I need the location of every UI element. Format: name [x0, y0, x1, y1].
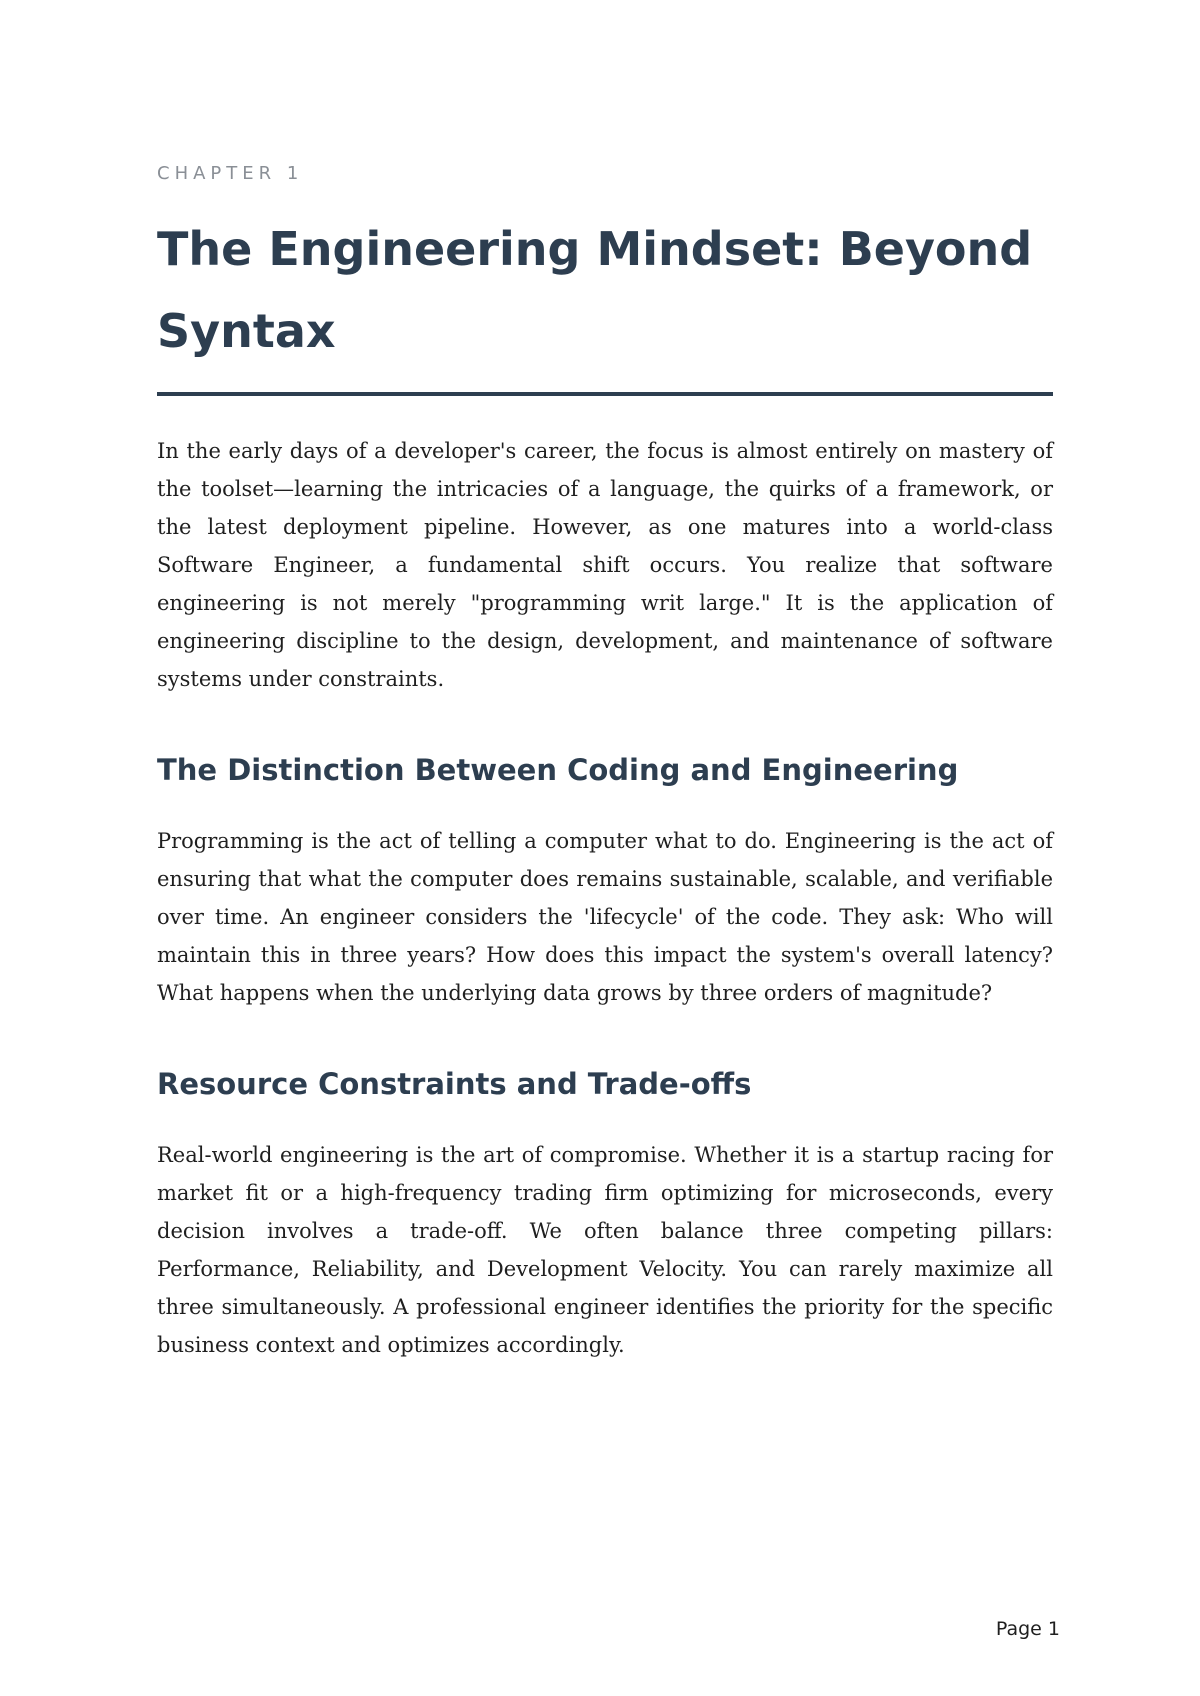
- section-heading-constraints: Resource Constraints and Trade-offs: [157, 1067, 752, 1101]
- section-heading-coding-vs-engineering: The Distinction Between Coding and Engineering: [157, 753, 959, 787]
- page-number: Page 1: [995, 1618, 1060, 1640]
- intro-paragraph: In the early days of a developer's career, the focus is almost entirely on mastery of the toolset—learning the intricacies of a language, the quirks of a framework, or the latest deployment pipeline. However, as one matures into a world-class Software Engineer, a fundamental shift occurs. You realize that software engineering is not merely "programming writ large." It is the application of engineering discipline to the design, development, and maintenance of software systems under constraints.: [157, 439, 1053, 691]
- section-paragraph-coding-vs-engineering: Programming is the act of telling a computer what to do. Engineering is the act of ensuring that what the computer does remains sustainable, scalable, and verifiable over time. An engineer considers the 'lifecycle' of the code. They ask: Who will maintain this in three years? How does this impact the system's overall latency? What happens when the underlying data grows by three orders of magnitude?: [157, 829, 1053, 1005]
- section-paragraph-constraints: Real-world engineering is the art of compromise. Whether it is a startup racing for market fit or a high-frequency trading firm optimizing for microseconds, every decision involves a trade-off. We often balance three competing pillars: Performance, Reliability, and Development Velocity. You can rarely maximize all three simultaneously. A professional engineer identifies the priority for the specific business context and optimizes accordingly.: [157, 1143, 1053, 1357]
- chapter-title: The Engineering Mindset: Beyond Syntax: [157, 208, 1053, 396]
- document-page: [157, 150, 1053, 1364]
- chapter-label: CHAPTER 1: [157, 163, 304, 184]
